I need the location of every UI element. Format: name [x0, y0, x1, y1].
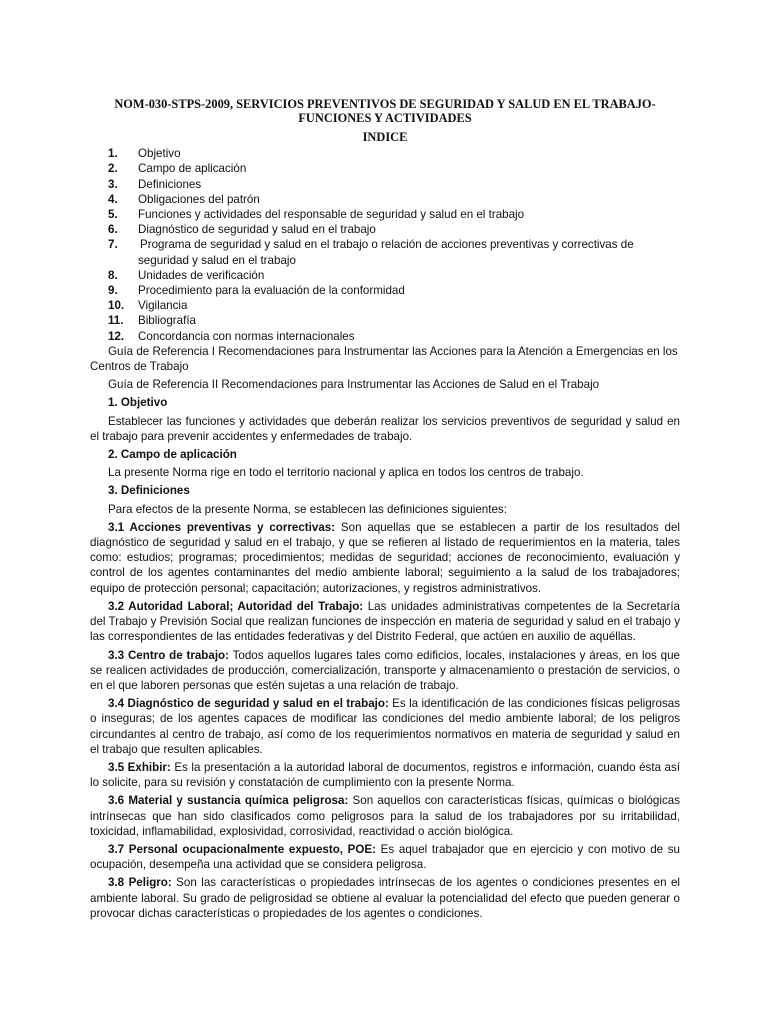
toc-number: 6.	[108, 223, 118, 237]
definition-3-2	[90, 599, 680, 645]
toc-item-3	[90, 177, 680, 192]
definition-text: Es la identificación de las condiciones físicas peligrosas o inseguras; de los agentes capaces de modificar las condiciones del medio ambiente laboral; de los peligros circundantes al centro de trabajo, así como de los requerimientos normativos en materia de seguridad y salud en el trabajo que resulten aplicables.	[90, 697, 681, 756]
section-text-campo: La presente Norma rige en todo el territorio nacional y aplica en todos los centros de trabajo.	[108, 466, 584, 480]
section-heading-definiciones: 3. Definiciones	[108, 484, 190, 498]
table-of-contents	[90, 146, 680, 344]
definition-text: Las unidades administrativas competentes de la Secretaría del Trabajo y Previsión Social que realizan funciones de inspección en materia de seguridad y salud en el trabajo y las correspondientes de las entidades federativas y del Distrito Federal, que actúen en auxilio de aquéllas.	[90, 599, 681, 644]
definition-term: 3.4 Diagnóstico de seguridad y salud en el trabajo:	[108, 697, 389, 711]
toc-number: 8.	[108, 268, 118, 282]
definition-3-6	[90, 793, 680, 839]
toc-number: 11.	[108, 314, 124, 328]
toc-item-10	[90, 298, 680, 313]
section-text-objetivo: Establecer las funciones y actividades que deberán realizar los servicios preventivos de seguridad y salud en el trabajo para prevenir accidentes y enfermedades de trabajo.	[90, 414, 680, 443]
definition-text: Es aquel trabajador que en ejercicio y con motivo de su ocupación, desempeña una actividad que se considera peligrosa.	[90, 842, 680, 872]
toc-item-12	[90, 329, 680, 344]
section-text-definiciones: Para efectos de la presente Norma, se establecen las definiciones siguientes:	[108, 502, 507, 516]
toc-number: 7.	[108, 238, 118, 252]
toc-item-11	[90, 313, 680, 328]
toc-item-9	[90, 283, 680, 298]
toc-text: Diagnóstico de seguridad y salud en el trabajo	[138, 223, 376, 237]
toc-text: Obligaciones del patrón	[138, 192, 260, 206]
definition-3-5	[90, 760, 680, 790]
toc-number: 3.	[108, 177, 118, 191]
toc-text: Concordancia con normas internacionales	[138, 329, 355, 343]
toc-number: 1.	[108, 147, 118, 161]
toc-item-7	[90, 237, 680, 267]
index-heading: INDICE	[362, 130, 408, 144]
toc-text: Campo de aplicación	[138, 162, 247, 176]
definition-text: Son aquellas que se establecen a partir de los resultados del diagnóstico de seguridad y salud en el trabajo, y que se refieren al listado de requerimientos en la materia, tales como: estudios; programas; procedimientos; medidas de seguridad; acciones de reconocimiento, evaluación y control de los agentes contaminantes del medio ambiente laboral; seguimiento a la salud de los trabajadores; equipo de protección personal; capacitación; autorizaciones, y registros administrativos.	[90, 520, 680, 595]
definition-text: Son aquellos con características físicas, químicas o biológicas intrínsecas que han sido clasificados como peligrosos para la salud de los trabajadores por su irritabilidad, toxicidad, inflamabilidad, explosividad, corrosividad, reactividad o acción biológica.	[90, 794, 680, 838]
reference-guide-2: Guía de Referencia II Recomendaciones para Instrumentar las Acciones de Salud en el Trabajo	[108, 378, 600, 392]
definition-term: 3.6 Material y sustancia química peligrosa:	[108, 794, 349, 808]
toc-item-5	[90, 207, 680, 222]
toc-item-8	[90, 268, 680, 283]
toc-number: 9.	[108, 284, 118, 298]
definition-3-1	[90, 520, 680, 596]
toc-text: Programa de seguridad y salud en el trabajo o relación de acciones preventivas y correctivas de seguridad y salud en el trabajo	[138, 238, 634, 267]
toc-item-1	[90, 146, 680, 161]
section-heading-campo: 2. Campo de aplicación	[108, 448, 237, 462]
definition-term: 3.3 Centro de trabajo:	[108, 648, 229, 662]
definition-term: 3.5 Exhibir:	[108, 760, 171, 774]
reference-guide-1: Guía de Referencia I Recomendaciones para Instrumentar las Acciones para la Atención a Emergencias en los Centros de Trabajo	[90, 344, 678, 374]
definition-3-3	[90, 648, 680, 694]
toc-text: Objetivo	[138, 147, 181, 161]
section-heading-objetivo: 1. Objetivo	[108, 396, 168, 410]
document-title: NOM-030-STPS-2009, SERVICIOS PREVENTIVOS DE SEGURIDAD Y SALUD EN EL TRABAJO-FUNCIONES Y ACTIVIDADES	[114, 97, 656, 125]
definition-term: 3.7 Personal ocupacionalmente expuesto, POE:	[108, 842, 377, 856]
definition-text: Es la presentación a la autoridad laboral de documentos, registros e información, cuando ésta así lo solicite, para su revisión y constatación de cumplimiento con la presente Norma.	[90, 760, 681, 790]
toc-text: Vigilancia	[138, 299, 188, 313]
definition-text: Son las características o propiedades intrínsecas de los agentes o condiciones presentes en el ambiente laboral. Su grado de peligrosidad se obtiene al evaluar la potencialidad del efecto que pueden generar o provocar dichas características o propiedades de los agentes o condiciones.	[90, 876, 681, 920]
toc-item-2	[90, 161, 680, 176]
definition-term: 3.2 Autoridad Laboral; Autoridad del Trabajo:	[108, 599, 364, 613]
toc-item-4	[90, 192, 680, 207]
toc-text: Procedimiento para la evaluación de la conformidad	[138, 284, 405, 298]
definition-term: 3.8 Peligro:	[108, 876, 172, 890]
toc-text: Unidades de verificación	[138, 268, 265, 282]
definition-3-7	[90, 842, 680, 872]
toc-number: 5.	[108, 208, 118, 222]
toc-text: Funciones y actividades del responsable de seguridad y salud en el trabajo	[138, 208, 525, 222]
toc-number: 10.	[108, 299, 125, 313]
definition-3-8	[90, 875, 680, 921]
toc-number: 12.	[108, 329, 125, 343]
toc-item-6	[90, 222, 680, 237]
toc-number: 2.	[108, 162, 118, 176]
definition-term: 3.1 Acciones preventivas y correctivas:	[108, 520, 336, 534]
definition-text: Todos aquellos lugares tales como edificios, locales, instalaciones y áreas, en los que se realicen actividades de producción, comercialización, transporte y almacenamiento o prestación de servicios, o en el que laboren personas que estén sujetas a una relación de trabajo.	[90, 648, 680, 692]
toc-text: Bibliografía	[138, 314, 197, 328]
definition-3-4	[90, 696, 680, 757]
toc-number: 4.	[108, 192, 118, 206]
toc-text: Definiciones	[138, 177, 202, 191]
